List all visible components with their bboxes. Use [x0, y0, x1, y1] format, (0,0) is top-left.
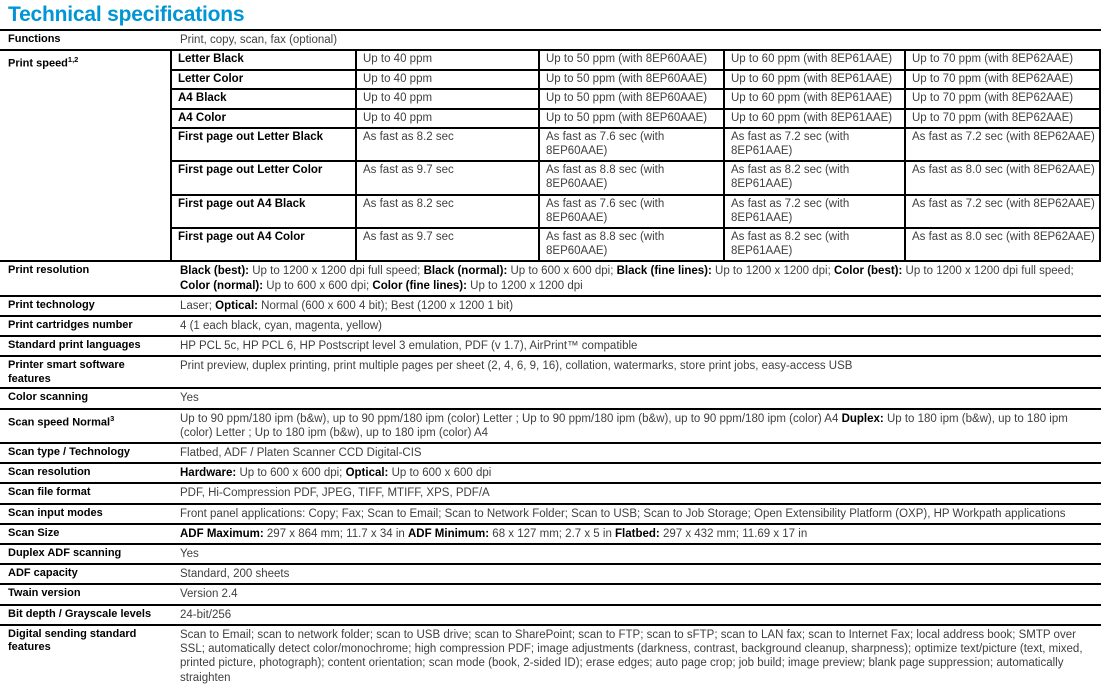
- row-label: [0, 357, 170, 387]
- grid-cell: As fast as 8.8 sec (with 8EP60AAE): [538, 162, 723, 193]
- spec-row-twain-version: [0, 583, 1101, 603]
- value-term: Optical:: [345, 467, 389, 480]
- row-label-text: Print speed: [8, 57, 68, 70]
- grid-cell: Up to 50 ppm (with 8EP60AAE): [538, 90, 723, 107]
- row-value: [170, 297, 1101, 315]
- grid-subrow-first-page-out-letter-color: [170, 160, 1101, 193]
- value-term: Optical:: [215, 299, 258, 312]
- grid-cell: As fast as 8.0 sec (with 8EP62AAE): [904, 229, 1101, 260]
- value-text: Up to 600 x 600 dpi;: [263, 279, 373, 292]
- grid-subrow-label: Letter Black: [170, 51, 355, 69]
- row-label: [0, 31, 170, 49]
- grid-cell: Up to 50 ppm (with 8EP60AAE): [538, 71, 723, 88]
- spec-row-print-resolution: [0, 260, 1101, 294]
- row-label: [0, 585, 170, 603]
- grid-subrow-label: A4 Color: [170, 110, 355, 127]
- grid-subrow-label: First page out Letter Color: [170, 162, 355, 193]
- grid-cell: As fast as 9.7 sec: [355, 229, 538, 260]
- row-label-text: Scan type / Technology: [8, 446, 131, 459]
- row-value: [170, 565, 1101, 583]
- row-label: [0, 389, 170, 407]
- grid-cell: Up to 40 ppm: [355, 51, 538, 69]
- spec-row-scan-file-format: [0, 482, 1101, 502]
- footnote-marker: 1,2: [67, 55, 79, 65]
- row-label: [0, 505, 170, 523]
- value-text: Up to 1200 x 1200 dpi full speed;: [249, 265, 424, 278]
- spec-row-digital-sending-standard-features: [0, 624, 1101, 687]
- row-label-text: ADF capacity: [8, 567, 78, 580]
- grid-subrow-letter-color: [170, 69, 1101, 88]
- row-value: [170, 626, 1101, 687]
- spec-row-print-speed: [0, 49, 1101, 260]
- grid-subrow-letter-black: [170, 51, 1101, 69]
- grid-subrow-label: First page out A4 Color: [170, 229, 355, 260]
- spec-row-scan-type-technology: [0, 442, 1101, 462]
- row-value: [170, 464, 1101, 482]
- value-text: Scan to Email; scan to network folder; scan to USB drive; scan to SharePoint; scan to FTP; scan to sFTP; scan to LAN fax; scan to Internet Fax; local address book; SMTP over SSL; automatically detect color/monochrome; high compression PDF; image adjustments (darkness, contrast, background cleanup, sharpness); optimize text/picture (text, mixed, printed picture, photograph); content orientation; scan mode (book, 2-sided ID); erase edges; auto page crop; job build; image preview; blank page suppression; automatically straighten: [180, 628, 1083, 684]
- value-text: 24-bit/256: [180, 608, 232, 621]
- spec-row-scan-speed-normal: [0, 408, 1101, 442]
- row-label-text: Printer smart software features: [8, 359, 125, 385]
- row-label: [0, 484, 170, 502]
- value-text: Laser;: [180, 299, 216, 312]
- value-term: ADF Maximum:: [180, 527, 264, 540]
- grid-cell: Up to 60 ppm (with 8EP61AAE): [723, 51, 904, 69]
- grid-cell: Up to 70 ppm (with 8EP62AAE): [904, 51, 1101, 69]
- row-label-text: Twain version: [8, 587, 81, 600]
- value-text: Yes: [180, 392, 199, 405]
- grid-cell: As fast as 8.2 sec: [355, 129, 538, 160]
- spec-row-bit-depth-grayscale-levels: [0, 604, 1101, 624]
- row-label: [0, 51, 170, 260]
- row-value: [170, 410, 1101, 442]
- grid-cell: As fast as 7.2 sec (with 8EP61AAE): [723, 196, 904, 227]
- grid-subrow-first-page-out-letter-black: [170, 127, 1101, 160]
- row-label-text: Digital sending standard features: [8, 627, 137, 654]
- grid-cell: As fast as 8.2 sec: [355, 196, 538, 227]
- grid-cell: As fast as 9.7 sec: [355, 162, 538, 193]
- value-text: Up to 90 ppm/180 ipm (b&w), up to 90 ppm/180 ipm (color) Letter ; Up to 90 ppm/180 ipm (b&w), up to 90 ppm/180 ipm (color) A4: [180, 412, 842, 425]
- value-term: Color (fine lines):: [372, 279, 467, 292]
- grid-subrow-first-page-out-a4-color: [170, 227, 1101, 260]
- row-label: [0, 606, 170, 624]
- grid-subrow-label: First page out A4 Black: [170, 196, 355, 227]
- row-value: [170, 357, 1101, 387]
- grid-subrow-label: A4 Black: [170, 90, 355, 107]
- value-term: Color (normal):: [180, 279, 264, 292]
- grid-subrow-a4-color: [170, 108, 1101, 127]
- row-value: [170, 337, 1101, 355]
- spec-row-print-technology: [0, 295, 1101, 315]
- row-label-text: Print technology: [8, 298, 95, 311]
- grid-cell: Up to 40 ppm: [355, 110, 538, 127]
- value-text: 297 x 864 mm; 11.7 x 34 in: [263, 527, 408, 540]
- value-text: Up to 600 x 600 dpi: [388, 467, 492, 480]
- grid-cell: As fast as 8.2 sec (with 8EP61AAE): [723, 229, 904, 260]
- value-text: Front panel applications: Copy; Fax; Scan to Email; Scan to Network Folder; Scan to USB; Scan to Job Storage; Open Extensibility Platform (OXP), HP Workpath applications: [180, 507, 1066, 520]
- value-term: Duplex:: [841, 412, 884, 425]
- row-label: [0, 545, 170, 563]
- value-text: Yes: [180, 548, 199, 561]
- grid-subrow-label: First page out Letter Black: [170, 129, 355, 160]
- row-label-text: Scan resolution: [8, 466, 91, 479]
- grid-subrow-a4-black: [170, 88, 1101, 107]
- row-label: [0, 525, 170, 543]
- row-value: [170, 444, 1101, 462]
- value-term: Black (normal):: [423, 265, 508, 278]
- grid-cell: As fast as 7.6 sec (with 8EP60AAE): [538, 129, 723, 160]
- value-text: Up to 1200 x 1200 dpi;: [711, 265, 834, 278]
- grid-cell: Up to 50 ppm (with 8EP60AAE): [538, 110, 723, 127]
- row-label: [0, 410, 170, 442]
- row-label-text: Functions: [8, 33, 61, 45]
- grid-cell: Up to 70 ppm (with 8EP62AAE): [904, 71, 1101, 88]
- row-value: [170, 545, 1101, 563]
- spec-row-adf-capacity: [0, 563, 1101, 583]
- grid-cell: Up to 70 ppm (with 8EP62AAE): [904, 110, 1101, 127]
- value-text: Up to 1200 x 1200 dpi: [466, 279, 583, 292]
- spec-row-scan-input-modes: [0, 503, 1101, 523]
- value-text: Flatbed, ADF / Platen Scanner CCD Digital-CIS: [180, 447, 422, 460]
- value-text: 4 (1 each black, cyan, magenta, yellow): [180, 320, 382, 333]
- row-label: [0, 626, 170, 687]
- spec-row-printer-smart-software-features: [0, 355, 1101, 387]
- row-label-text: Scan file format: [8, 486, 91, 499]
- footnote-marker: 3: [110, 413, 115, 423]
- spec-row-color-scanning: [0, 387, 1101, 407]
- value-text: Print, copy, scan, fax (optional): [180, 34, 338, 46]
- value-term: Flatbed:: [615, 527, 660, 540]
- row-value: [170, 317, 1101, 335]
- grid-cell: Up to 40 ppm: [355, 90, 538, 107]
- grid-cell: As fast as 7.6 sec (with 8EP60AAE): [538, 196, 723, 227]
- grid-cell: Up to 50 ppm (with 8EP60AAE): [538, 51, 723, 69]
- value-text: Standard, 200 sheets: [180, 568, 290, 581]
- row-label: [0, 464, 170, 482]
- row-label: [0, 297, 170, 315]
- row-value: [170, 389, 1101, 407]
- value-text: Normal (600 x 600 4 bit); Best (1200 x 1200 1 bit): [257, 299, 514, 312]
- grid-cell: Up to 60 ppm (with 8EP61AAE): [723, 71, 904, 88]
- row-label-text: Duplex ADF scanning: [8, 547, 122, 560]
- spec-row-functions: [0, 29, 1101, 49]
- grid-cell: As fast as 8.2 sec (with 8EP61AAE): [723, 162, 904, 193]
- value-text: Up to 1200 x 1200 dpi full speed;: [902, 265, 1074, 278]
- row-value: [170, 525, 1101, 543]
- value-term: ADF Minimum:: [407, 527, 490, 540]
- value-text: Up to 600 x 600 dpi;: [507, 265, 617, 278]
- grid-cell: Up to 60 ppm (with 8EP61AAE): [723, 110, 904, 127]
- value-term: Color (best):: [833, 265, 903, 278]
- row-label: [0, 337, 170, 355]
- grid-cell: As fast as 8.0 sec (with 8EP62AAE): [904, 162, 1101, 193]
- grid-cell: As fast as 7.2 sec (with 8EP62AAE): [904, 129, 1101, 160]
- spec-row-scan-resolution: [0, 462, 1101, 482]
- grid-subrow-label: Letter Color: [170, 71, 355, 88]
- value-text: 68 x 127 mm; 2.7 x 5 in: [489, 527, 616, 540]
- value-text: HP PCL 5c, HP PCL 6, HP Postscript level 3 emulation, PDF (v 1.7), AirPrint™ compatible: [180, 340, 638, 353]
- value-text: Up to 600 x 600 dpi;: [236, 467, 346, 480]
- page-title: Technical specifications: [8, 3, 245, 26]
- value-text: 297 x 432 mm; 11.69 x 17 in: [659, 527, 808, 540]
- row-label-text: Bit depth / Grayscale levels: [8, 607, 152, 620]
- spec-row-standard-print-languages: [0, 335, 1101, 355]
- row-label: [0, 262, 170, 294]
- row-label-text: Print resolution: [8, 264, 90, 277]
- row-label: [0, 565, 170, 583]
- row-label-text: Scan speed Normal: [8, 416, 111, 429]
- value-text: Version 2.4: [180, 588, 238, 601]
- row-label: [0, 444, 170, 462]
- value-text: Up to 180 ipm (b&w), up to 180 ipm (color) Letter ; Up to 180 ipm (b&w), up to 180 ipm (color) A4: [180, 412, 1068, 439]
- row-label-text: Standard print languages: [8, 339, 141, 352]
- spec-table: [0, 29, 1101, 687]
- row-value: [170, 31, 1101, 49]
- row-value: [170, 262, 1101, 294]
- value-term: Black (best):: [180, 265, 250, 278]
- print-speed-grid: [170, 51, 1101, 260]
- row-label-text: Scan Size: [8, 526, 60, 539]
- row-value: [170, 484, 1101, 502]
- grid-cell: As fast as 8.8 sec (with 8EP60AAE): [538, 229, 723, 260]
- spec-row-duplex-adf-scanning: [0, 543, 1101, 563]
- grid-cell: As fast as 7.2 sec (with 8EP61AAE): [723, 129, 904, 160]
- spec-row-scan-size: [0, 523, 1101, 543]
- row-value: [170, 505, 1101, 523]
- row-label: [0, 317, 170, 335]
- row-value: [170, 606, 1101, 624]
- row-label-text: Print cartridges number: [8, 319, 133, 332]
- grid-subrow-first-page-out-a4-black: [170, 194, 1101, 227]
- value-term: Hardware:: [180, 467, 237, 480]
- row-label-text: Scan input modes: [8, 506, 103, 519]
- grid-cell: Up to 40 ppm: [355, 71, 538, 88]
- row-value: [170, 585, 1101, 603]
- value-term: Black (fine lines):: [616, 265, 712, 278]
- grid-cell: Up to 70 ppm (with 8EP62AAE): [904, 90, 1101, 107]
- row-label-text: Color scanning: [8, 391, 89, 404]
- value-text: Print preview, duplex printing, print multiple pages per sheet (2, 4, 6, 9, 16), collation, watermarks, store print jobs, easy-access USB: [180, 360, 853, 373]
- grid-cell: As fast as 7.2 sec (with 8EP62AAE): [904, 196, 1101, 227]
- spec-row-print-cartridges-number: [0, 315, 1101, 335]
- grid-cell: Up to 60 ppm (with 8EP61AAE): [723, 90, 904, 107]
- value-text: PDF, Hi-Compression PDF, JPEG, TIFF, MTIFF, XPS, PDF/A: [180, 487, 490, 500]
